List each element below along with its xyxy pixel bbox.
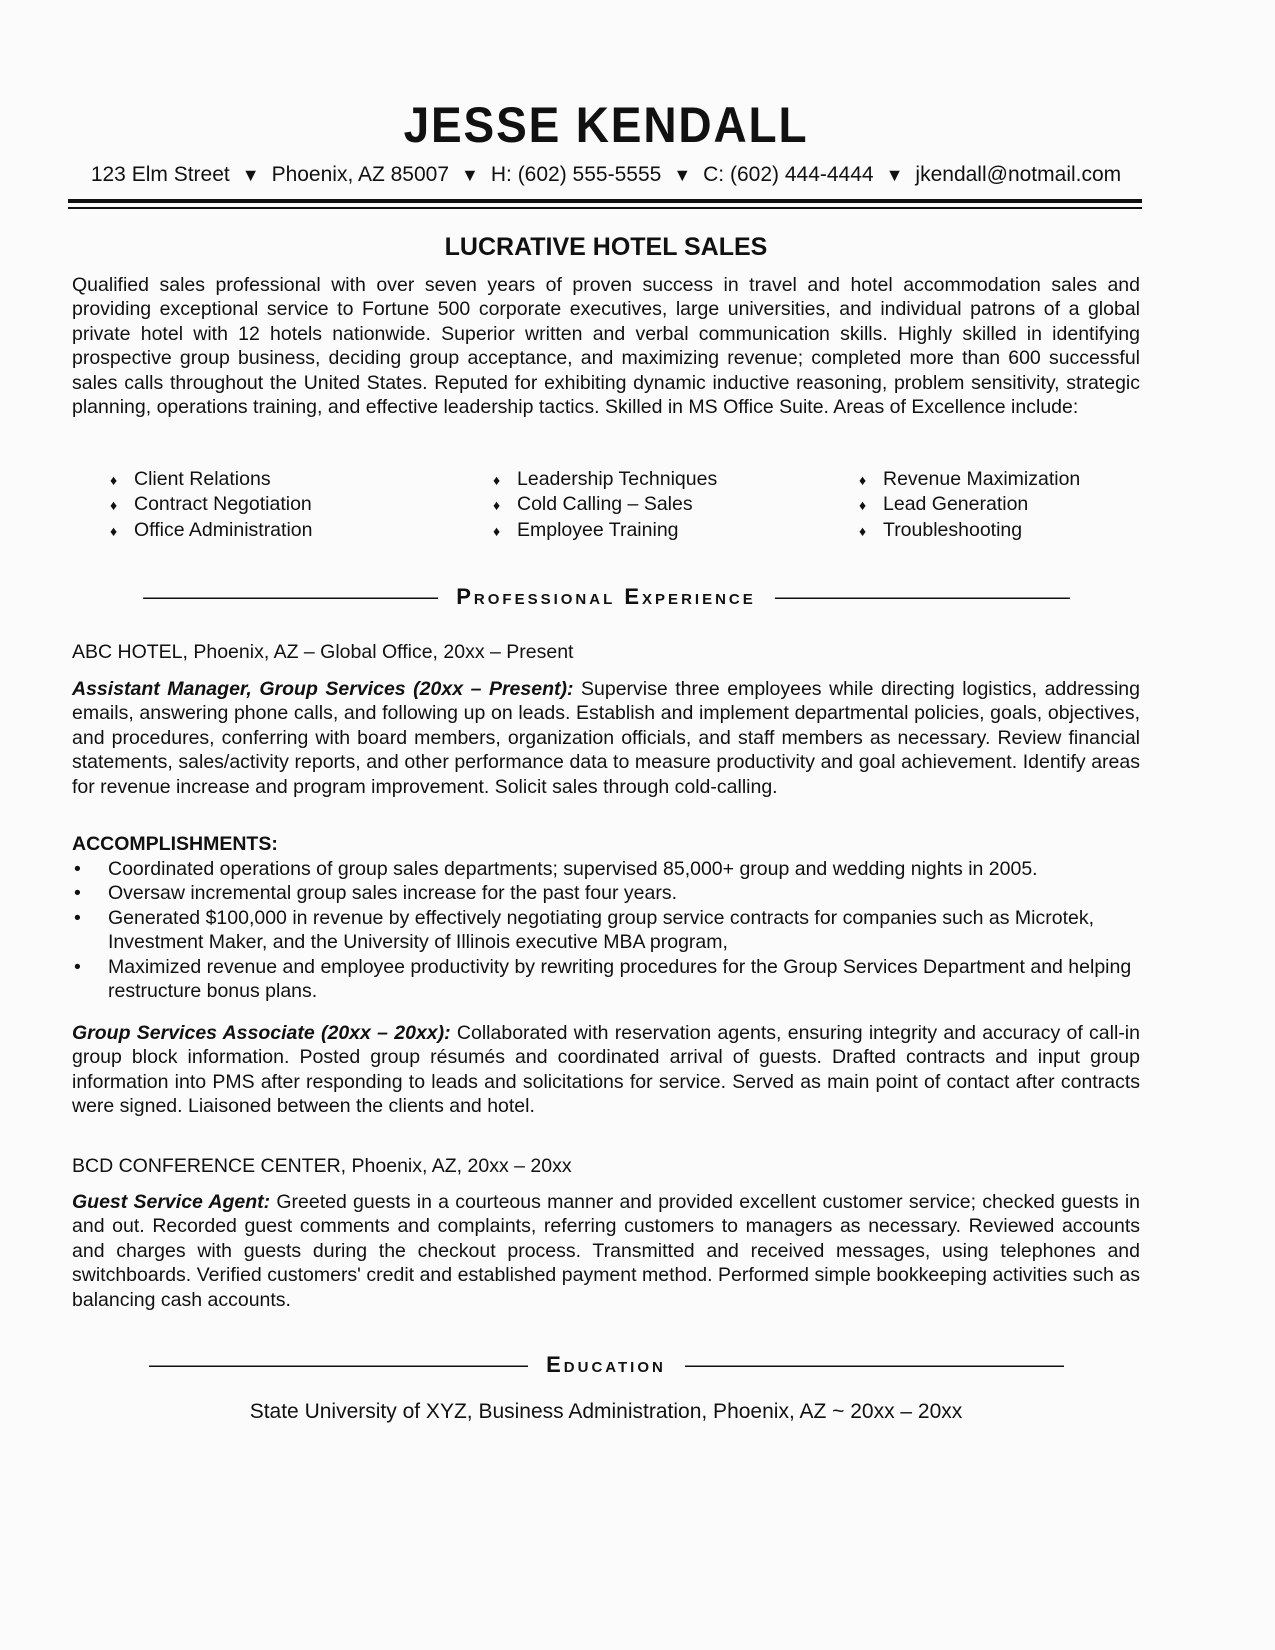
role-text: Collaborated with reservation agents, ensuring integrity and accuracy of call-in group block information. Posted group résumés and coordinated arrival of guests. Drafted contracts and input group information into PMS after responding to leads and solicitations for service. Served as main point of contact after contracts were signed. Liaisoned between the clients and hotel. bbox=[72, 1022, 1140, 1118]
skill-item bbox=[493, 518, 859, 543]
separator-icon: ▼ bbox=[673, 165, 692, 185]
address: 123 Elm Street bbox=[90, 163, 230, 186]
skill-label: Contract Negotiation bbox=[134, 493, 312, 516]
heading-text: Professional Experience bbox=[456, 584, 756, 609]
diamond-icon: ♦ bbox=[110, 522, 118, 539]
diamond-icon: ♦ bbox=[493, 497, 501, 514]
accomplishments-heading: ACCOMPLISHMENTS: bbox=[72, 833, 278, 855]
skill-item bbox=[859, 492, 1159, 517]
diamond-icon: ♦ bbox=[859, 497, 867, 514]
skill-item bbox=[859, 518, 1159, 543]
diamond-icon: ♦ bbox=[493, 522, 501, 539]
list-item: • Maximized revenue and employee productivity by rewriting procedures for the Group Services Department and helping restructure bonus plans. bbox=[72, 955, 1140, 1004]
employer: ABC HOTEL, Phoenix, AZ – Global Office, 20xx – Present bbox=[72, 641, 574, 663]
section-heading-education bbox=[72, 1352, 1140, 1378]
home-phone: H: (602) 555-5555 bbox=[490, 163, 662, 186]
separator-icon: ▼ bbox=[885, 165, 904, 185]
dash-rule: —————————————— bbox=[774, 584, 1069, 609]
skill-item bbox=[110, 492, 493, 517]
contact-line bbox=[72, 163, 1140, 187]
role-title: Group Services Associate (20xx – 20xx): bbox=[72, 1022, 451, 1044]
email: jkendall@notmail.com bbox=[915, 163, 1122, 186]
cell-phone: C: (602) 444-4444 bbox=[703, 163, 874, 186]
diamond-icon: ♦ bbox=[859, 522, 867, 539]
accomplishments-list bbox=[72, 857, 1140, 1003]
header-rule bbox=[68, 207, 1142, 209]
skill-label: Leadership Techniques bbox=[517, 468, 718, 490]
skill-label: Lead Generation bbox=[883, 493, 1029, 516]
diamond-icon: ♦ bbox=[859, 472, 867, 488]
skill-item bbox=[493, 467, 859, 492]
separator-icon: ▼ bbox=[241, 165, 260, 185]
diamond-icon: ♦ bbox=[110, 497, 118, 514]
list-item: • Coordinated operations of group sales departments; supervised 85,000+ group and wedding nights in 2005. bbox=[72, 857, 1140, 881]
profile-title: LUCRATIVE HOTEL SALES bbox=[444, 233, 768, 261]
dash-rule: —————————————— bbox=[143, 584, 438, 609]
city: Phoenix, AZ 85007 bbox=[271, 163, 450, 186]
education-entry: State University of XYZ, Business Administration, Phoenix, AZ ~ 20xx – 20xx bbox=[249, 1400, 963, 1423]
diamond-icon: ♦ bbox=[493, 472, 501, 488]
dash-rule: —————————————————— bbox=[684, 1352, 1063, 1377]
header-rule bbox=[68, 199, 1142, 203]
role-description bbox=[72, 677, 1140, 799]
dash-rule: —————————————————— bbox=[149, 1352, 527, 1377]
heading-text: Education bbox=[546, 1352, 666, 1377]
separator-icon: ▼ bbox=[461, 165, 479, 185]
list-item: • Oversaw incremental group sales increase for the past four years. bbox=[72, 881, 1140, 905]
section-heading-experience bbox=[72, 584, 1140, 610]
skill-item bbox=[493, 492, 859, 517]
employer: BCD CONFERENCE CENTER, Phoenix, AZ, 20xx – 20xx bbox=[72, 1155, 572, 1177]
list-item: • Generated $100,000 in revenue by effectively negotiating group service contracts for companies such as Microtek, Investment Maker, and the University of Illinois executive MBA program, bbox=[72, 906, 1140, 955]
skill-item bbox=[110, 467, 493, 492]
role-description bbox=[72, 1190, 1140, 1312]
skill-item bbox=[859, 467, 1159, 492]
skill-item bbox=[110, 518, 493, 543]
role-text: Greeted guests in a courteous manner and provided excellent customer service; checked guests in and out. Recorded guest comments and complaints, referring customers to managers as necessary. Reviewed accounts and charges with guests during the checkout process. Transmitted and received messages, using telephones and switchboards. Verified customers' credit and established payment method. Performed simple bookkeeping activities such as balancing cash accounts. bbox=[72, 1191, 1140, 1311]
skill-label: Employee Training bbox=[517, 518, 679, 541]
summary: Qualified sales professional with over seven years of proven success in travel and hotel accommodation sales and providing exceptional service to Fortune 500 corporate executives, large universities, and individual patrons of a global private hotel with 12 hotels nationwide. Superior written and verbal communication skills. Highly skilled in identifying prospective group business, deciding group acceptance, and maximizing revenue; completed more than 600 successful sales calls throughout the United States. Reputed for exhibiting dynamic inductive reasoning, problem sensitivity, strategic planning, operations training, and effective leadership tactics. Skilled in MS Office Suite. Areas of Excellence include: bbox=[72, 274, 1140, 419]
skill-label: Troubleshooting bbox=[883, 518, 1023, 541]
role-description bbox=[72, 1021, 1140, 1119]
skill-label: Cold Calling – Sales bbox=[517, 493, 693, 516]
role-title: Assistant Manager, Group Services (20xx – Present): bbox=[72, 678, 574, 700]
role-title: Guest Service Agent: bbox=[72, 1191, 271, 1213]
skill-label: Office Administration bbox=[134, 518, 313, 541]
skills-list bbox=[110, 467, 1150, 543]
diamond-icon: ♦ bbox=[110, 472, 118, 488]
skill-label: Revenue Maximization bbox=[883, 468, 1081, 490]
role-text: Supervise three employees while directing logistics, addressing emails, answering phone calls, and following up on leads. Establish and implement departmental policies, goals, objectives, and procedures, conferring with board members, organization officials, and staff members as necessary. Review financial statements, sales/activity reports, and other performance data to measure productivity and goal achievement. Identify areas for revenue increase and program improvement. Solicit sales through cold-calling. bbox=[72, 678, 1140, 798]
candidate-name: JESSE KENDALL bbox=[403, 97, 809, 153]
skill-label: Client Relations bbox=[134, 468, 271, 490]
